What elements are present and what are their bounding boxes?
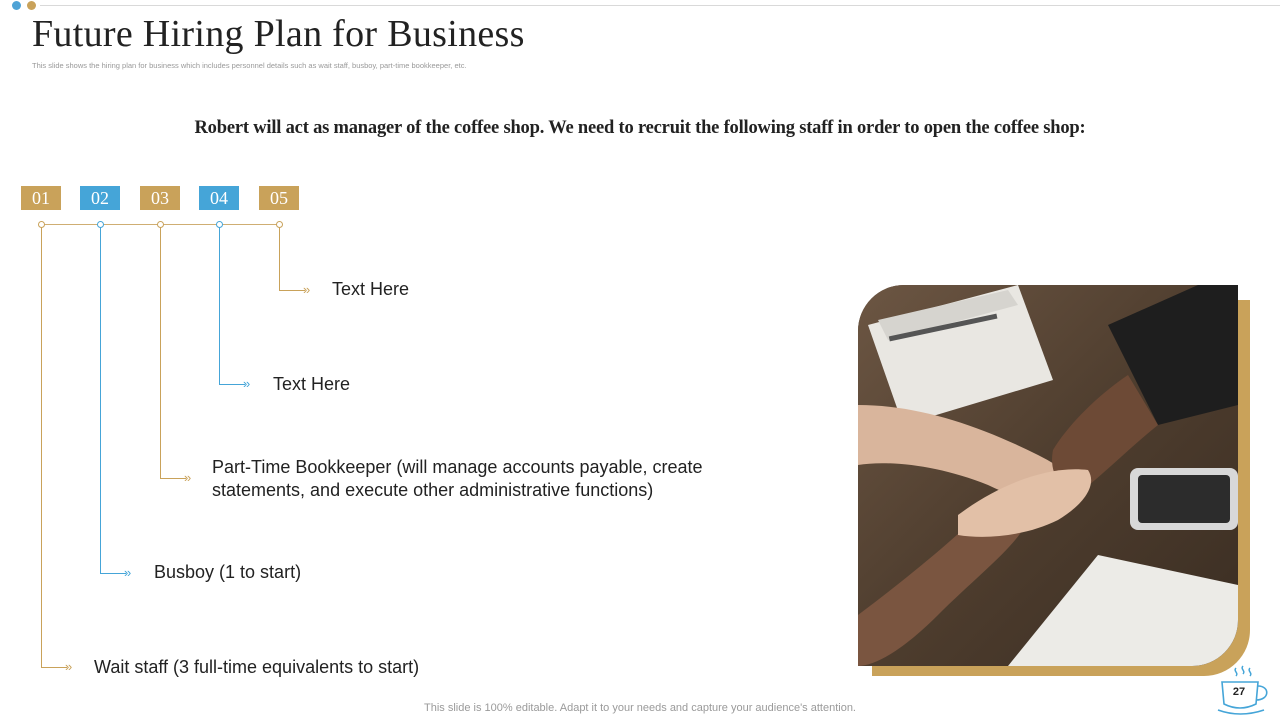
coffee-cup-icon	[1216, 664, 1274, 718]
headline-text[interactable]: Robert will act as manager of the coffee shop. We need to recruit the following staff in order to open the coffee shop:	[194, 118, 1086, 138]
connector-line-01	[41, 224, 42, 667]
node-01	[38, 221, 45, 228]
badge-03[interactable]: 03	[140, 186, 180, 210]
chevron-right-icon: »	[243, 376, 251, 391]
page-number: 27	[1232, 686, 1246, 698]
stub-01	[41, 667, 67, 668]
chevron-right-icon: »	[65, 659, 73, 674]
badge-02[interactable]: 02	[80, 186, 120, 210]
item-04-text[interactable]: Text Here	[273, 374, 351, 394]
slide-title[interactable]: Future Hiring Plan for Business	[32, 13, 525, 55]
stub-03	[160, 478, 186, 479]
team-hands-photo[interactable]	[858, 285, 1238, 666]
node-04	[216, 221, 223, 228]
badge-01[interactable]: 01	[21, 186, 61, 210]
item-05-text[interactable]: Text Here	[332, 279, 410, 299]
stub-02	[100, 573, 126, 574]
node-03	[157, 221, 164, 228]
decor-dot-gold	[27, 1, 36, 10]
item-01-text[interactable]: Wait staff (3 full-time equivalents to start)	[94, 657, 420, 677]
badge-04[interactable]: 04	[199, 186, 239, 210]
connector-line-04	[219, 224, 220, 384]
node-05	[276, 221, 283, 228]
footer-note[interactable]: This slide is 100% editable. Adapt it to your needs and capture your audience's attention.	[424, 702, 856, 714]
decor-dot-blue	[12, 1, 21, 10]
slide-subtitle[interactable]: This slide shows the hiring plan for business which includes personnel details such as wait staff, busboy, part-time bookkeeper, etc.	[32, 61, 467, 70]
chevron-right-icon: »	[184, 470, 192, 485]
connector-line-02	[100, 224, 101, 573]
node-02	[97, 221, 104, 228]
stub-05	[279, 290, 305, 291]
chevron-right-icon: »	[303, 282, 311, 297]
connector-line-05	[279, 224, 280, 290]
top-rule	[40, 5, 1280, 6]
chevron-right-icon: »	[124, 565, 132, 580]
badge-05[interactable]: 05	[259, 186, 299, 210]
stub-04	[219, 384, 245, 385]
item-02-text[interactable]: Busboy (1 to start)	[154, 562, 302, 582]
team-hands-illustration	[858, 285, 1238, 666]
item-03-text[interactable]: Part-Time Bookkeeper (will manage accounts payable, create statements, and execute other administrative functions)	[212, 457, 703, 500]
connector-line-03	[160, 224, 161, 478]
